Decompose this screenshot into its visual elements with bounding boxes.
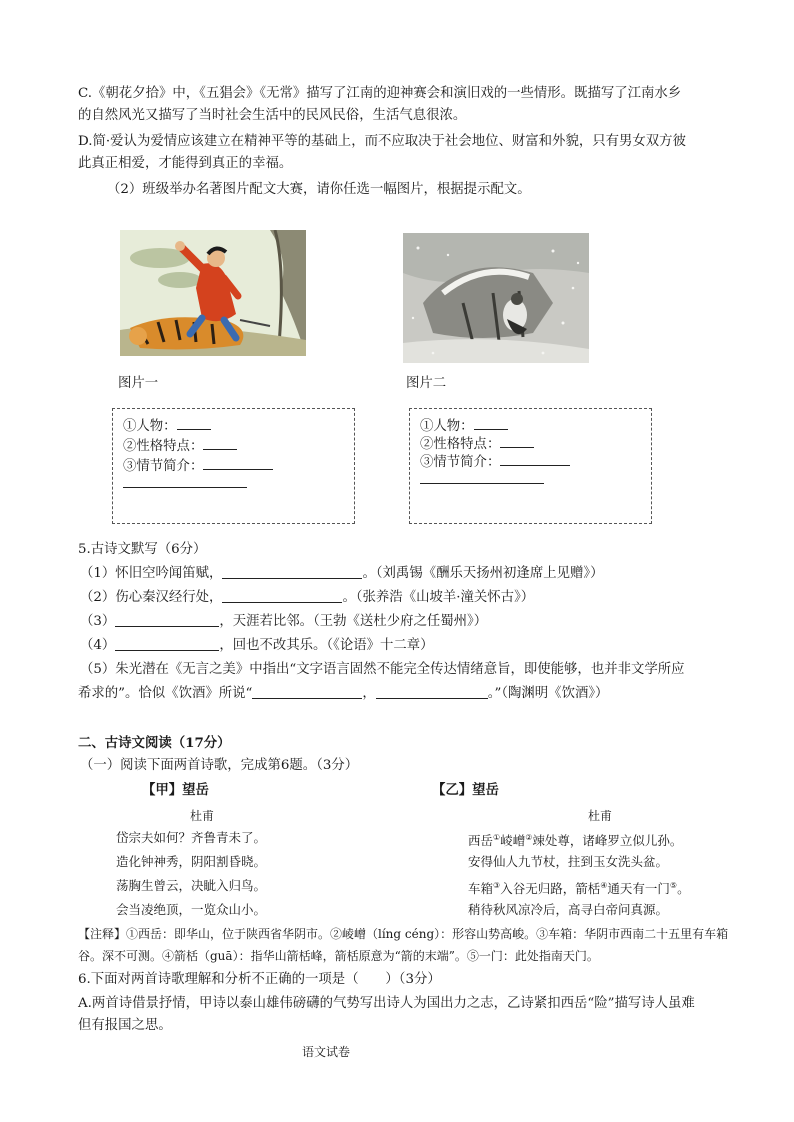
card-one-trait-label: ②性格特点： <box>123 439 204 454</box>
note-marker: ① <box>493 833 501 842</box>
q5-l5-text: 希求的”。恰似《饮酒》所说“ <box>78 686 253 701</box>
note-marker: ③ <box>493 881 501 890</box>
q5-title: 5.古诗文默写（6分） <box>78 542 207 557</box>
poem-b-line-4: 稍待秋风凉冷后，高寻白帝问真源。 <box>468 902 669 917</box>
picture-one-caption: 图片一 <box>118 376 159 391</box>
poem-a-line-1: 岱宗夫如何？齐鲁青未了。 <box>116 830 267 845</box>
q5-l5-comma: ， <box>362 686 376 701</box>
card-one-person-label: ①人物： <box>123 419 177 434</box>
q5-l2-source: 。（张养浩《山坡羊·潼关怀古》） <box>342 590 535 605</box>
poem-b-line-3 <box>468 876 690 899</box>
option-c-line1: C.《朝花夕拾》中，《五猖会》《无常》描写了江南的迎神赛会和演旧戏的一些情形。既描写了江南水乡 <box>78 86 682 101</box>
card-one-plot-blank-2[interactable] <box>123 475 247 488</box>
option-c-line2: 的自然风光又描写了当时社会生活中的民风民俗，生活气息很浓。 <box>78 108 467 123</box>
note-marker: ④ <box>600 881 608 890</box>
q5-l4-blank[interactable] <box>115 636 219 651</box>
note-marker: ⑤ <box>669 881 678 890</box>
notes-line-2: 谷。深不可测。④箭栝（guā）：指华山箭栝峰，箭栝原意为“箭的末端”。⑤一门：此处指南天门。 <box>78 949 599 963</box>
option-d-line1: D.简·爱认为爱情应该建立在精神平等的基础上，而不应取决于社会地位、财富和外貌，只有男女双方彼 <box>78 134 686 149</box>
picture-one <box>120 230 306 356</box>
poem-a-line-3: 荡胸生曾云，决眦入归鸟。 <box>116 878 267 893</box>
card-two-plot-blank[interactable] <box>500 453 570 466</box>
poem-a-title: 【甲】望岳 <box>142 782 209 798</box>
q5-line-2 <box>80 588 534 608</box>
card-two-plot-label: ③情节简介： <box>420 455 501 470</box>
poem-b-l3-c: 通天有一门 <box>607 881 670 897</box>
poem-a-line-2: 造化钟神秀，阴阳割昏晓。 <box>116 854 267 869</box>
card-two-person-label: ①人物： <box>420 419 474 434</box>
card-one-plot-label: ③情节简介： <box>123 459 204 474</box>
card-two-trait-blank[interactable] <box>500 435 534 448</box>
q5-l3-blank[interactable] <box>115 612 219 627</box>
card-one-plot-blank[interactable] <box>203 457 273 470</box>
sub-question-2: （2）班级举办名著图片配文大赛，请你任选一幅图片，根据提示配文。 <box>107 182 531 197</box>
q6-option-a-line1: A.两首诗借景抒情，甲诗以泰山雄伟磅礴的气势写出诗人为国出力之志，乙诗紧扣西岳“险”描写诗人虽难 <box>78 996 695 1011</box>
q5-l3-text: ，天涯若比邻。（王勃《送杜少府之任蜀州》） <box>219 614 488 629</box>
card-two-person-blank[interactable] <box>474 417 508 430</box>
card-two-trait-label: ②性格特点： <box>420 437 501 452</box>
poem-b-line-1 <box>468 828 682 851</box>
poem-b-author: 杜甫 <box>588 809 613 823</box>
q5-l4-num: （4） <box>80 638 116 653</box>
q5-l5-blank-2[interactable] <box>376 684 488 699</box>
poem-b-title: 【乙】望岳 <box>432 782 499 798</box>
poem-b-l3-a: 车箱 <box>468 881 494 897</box>
card-one-person-blank[interactable] <box>177 417 211 430</box>
card-two-plot-blank-2[interactable] <box>420 471 544 484</box>
notes-line-1: 【注释】①西岳：即华山，位于陕西省华阴市。②崚嶒（líng céng）：形容山势高峻。③车箱：华阴市西南二十五里有车箱 <box>78 927 729 941</box>
poem-b-l3-d: 。 <box>677 881 690 897</box>
q5-line-5b <box>78 684 608 704</box>
q5-l1-source: 。（刘禹锡《酬乐天扬州初逢席上见赠》） <box>362 566 604 581</box>
q5-line-4 <box>80 636 434 656</box>
q6-title: 6.下面对两首诗歌理解和分析不正确的一项是（ ）（3分） <box>78 972 441 987</box>
q5-l5-source: 。”（陶渊明《饮酒》） <box>487 686 609 701</box>
note-marker: ② <box>525 833 533 842</box>
q5-line-3 <box>80 612 487 632</box>
section-two-sub1: （一）阅读下面两首诗歌，完成第6题。（3分） <box>80 758 359 773</box>
q6-option-a-line2: 但有报国之思。 <box>78 1018 172 1033</box>
answer-card-one[interactable] <box>112 408 355 524</box>
poem-a-line-4: 会当凌绝顶，一览众山小。 <box>116 902 267 917</box>
q5-l4-text: ，回也不改其乐。（《论语》十二章） <box>219 638 434 653</box>
poem-b-l1-b: 崚嶒 <box>500 833 526 849</box>
option-d-line2: 此真正相爱，才能得到真正的幸福。 <box>78 156 293 171</box>
section-two-title: 二、古诗文阅读（17分） <box>78 735 231 751</box>
answer-card-two[interactable] <box>409 408 652 524</box>
q5-l3-num: （3） <box>80 614 116 629</box>
q5-l2-blank[interactable] <box>222 588 342 603</box>
q5-l1-text: （1）怀旧空吟闻笛赋， <box>80 566 223 581</box>
q5-l5-blank-1[interactable] <box>252 684 362 699</box>
card-one-trait-blank[interactable] <box>203 437 237 450</box>
q5-line-1 <box>80 564 603 584</box>
page-footer: 语文试卷 <box>302 1045 351 1059</box>
poem-b-line-2: 安得仙人九节杖，拄到玉女洗头盆。 <box>468 854 669 869</box>
poem-b-l3-b: 入谷无归路，箭栝 <box>500 881 601 897</box>
q5-l1-blank[interactable] <box>222 564 362 579</box>
picture-two <box>403 233 589 363</box>
picture-two-caption: 图片二 <box>406 376 447 391</box>
poem-a-author: 杜甫 <box>190 809 215 823</box>
poem-b-l1-a: 西岳 <box>468 833 494 849</box>
q5-l2-text: （2）伤心秦汉经行处， <box>80 590 223 605</box>
q5-line-5: （5）朱光潜在《无言之美》中指出“文字语言固然不能完全传达情绪意旨，即使能够，也并非文学所应 <box>80 662 685 677</box>
poem-b-l1-c: 竦处尊，诸峰罗立似儿孙。 <box>532 833 683 849</box>
